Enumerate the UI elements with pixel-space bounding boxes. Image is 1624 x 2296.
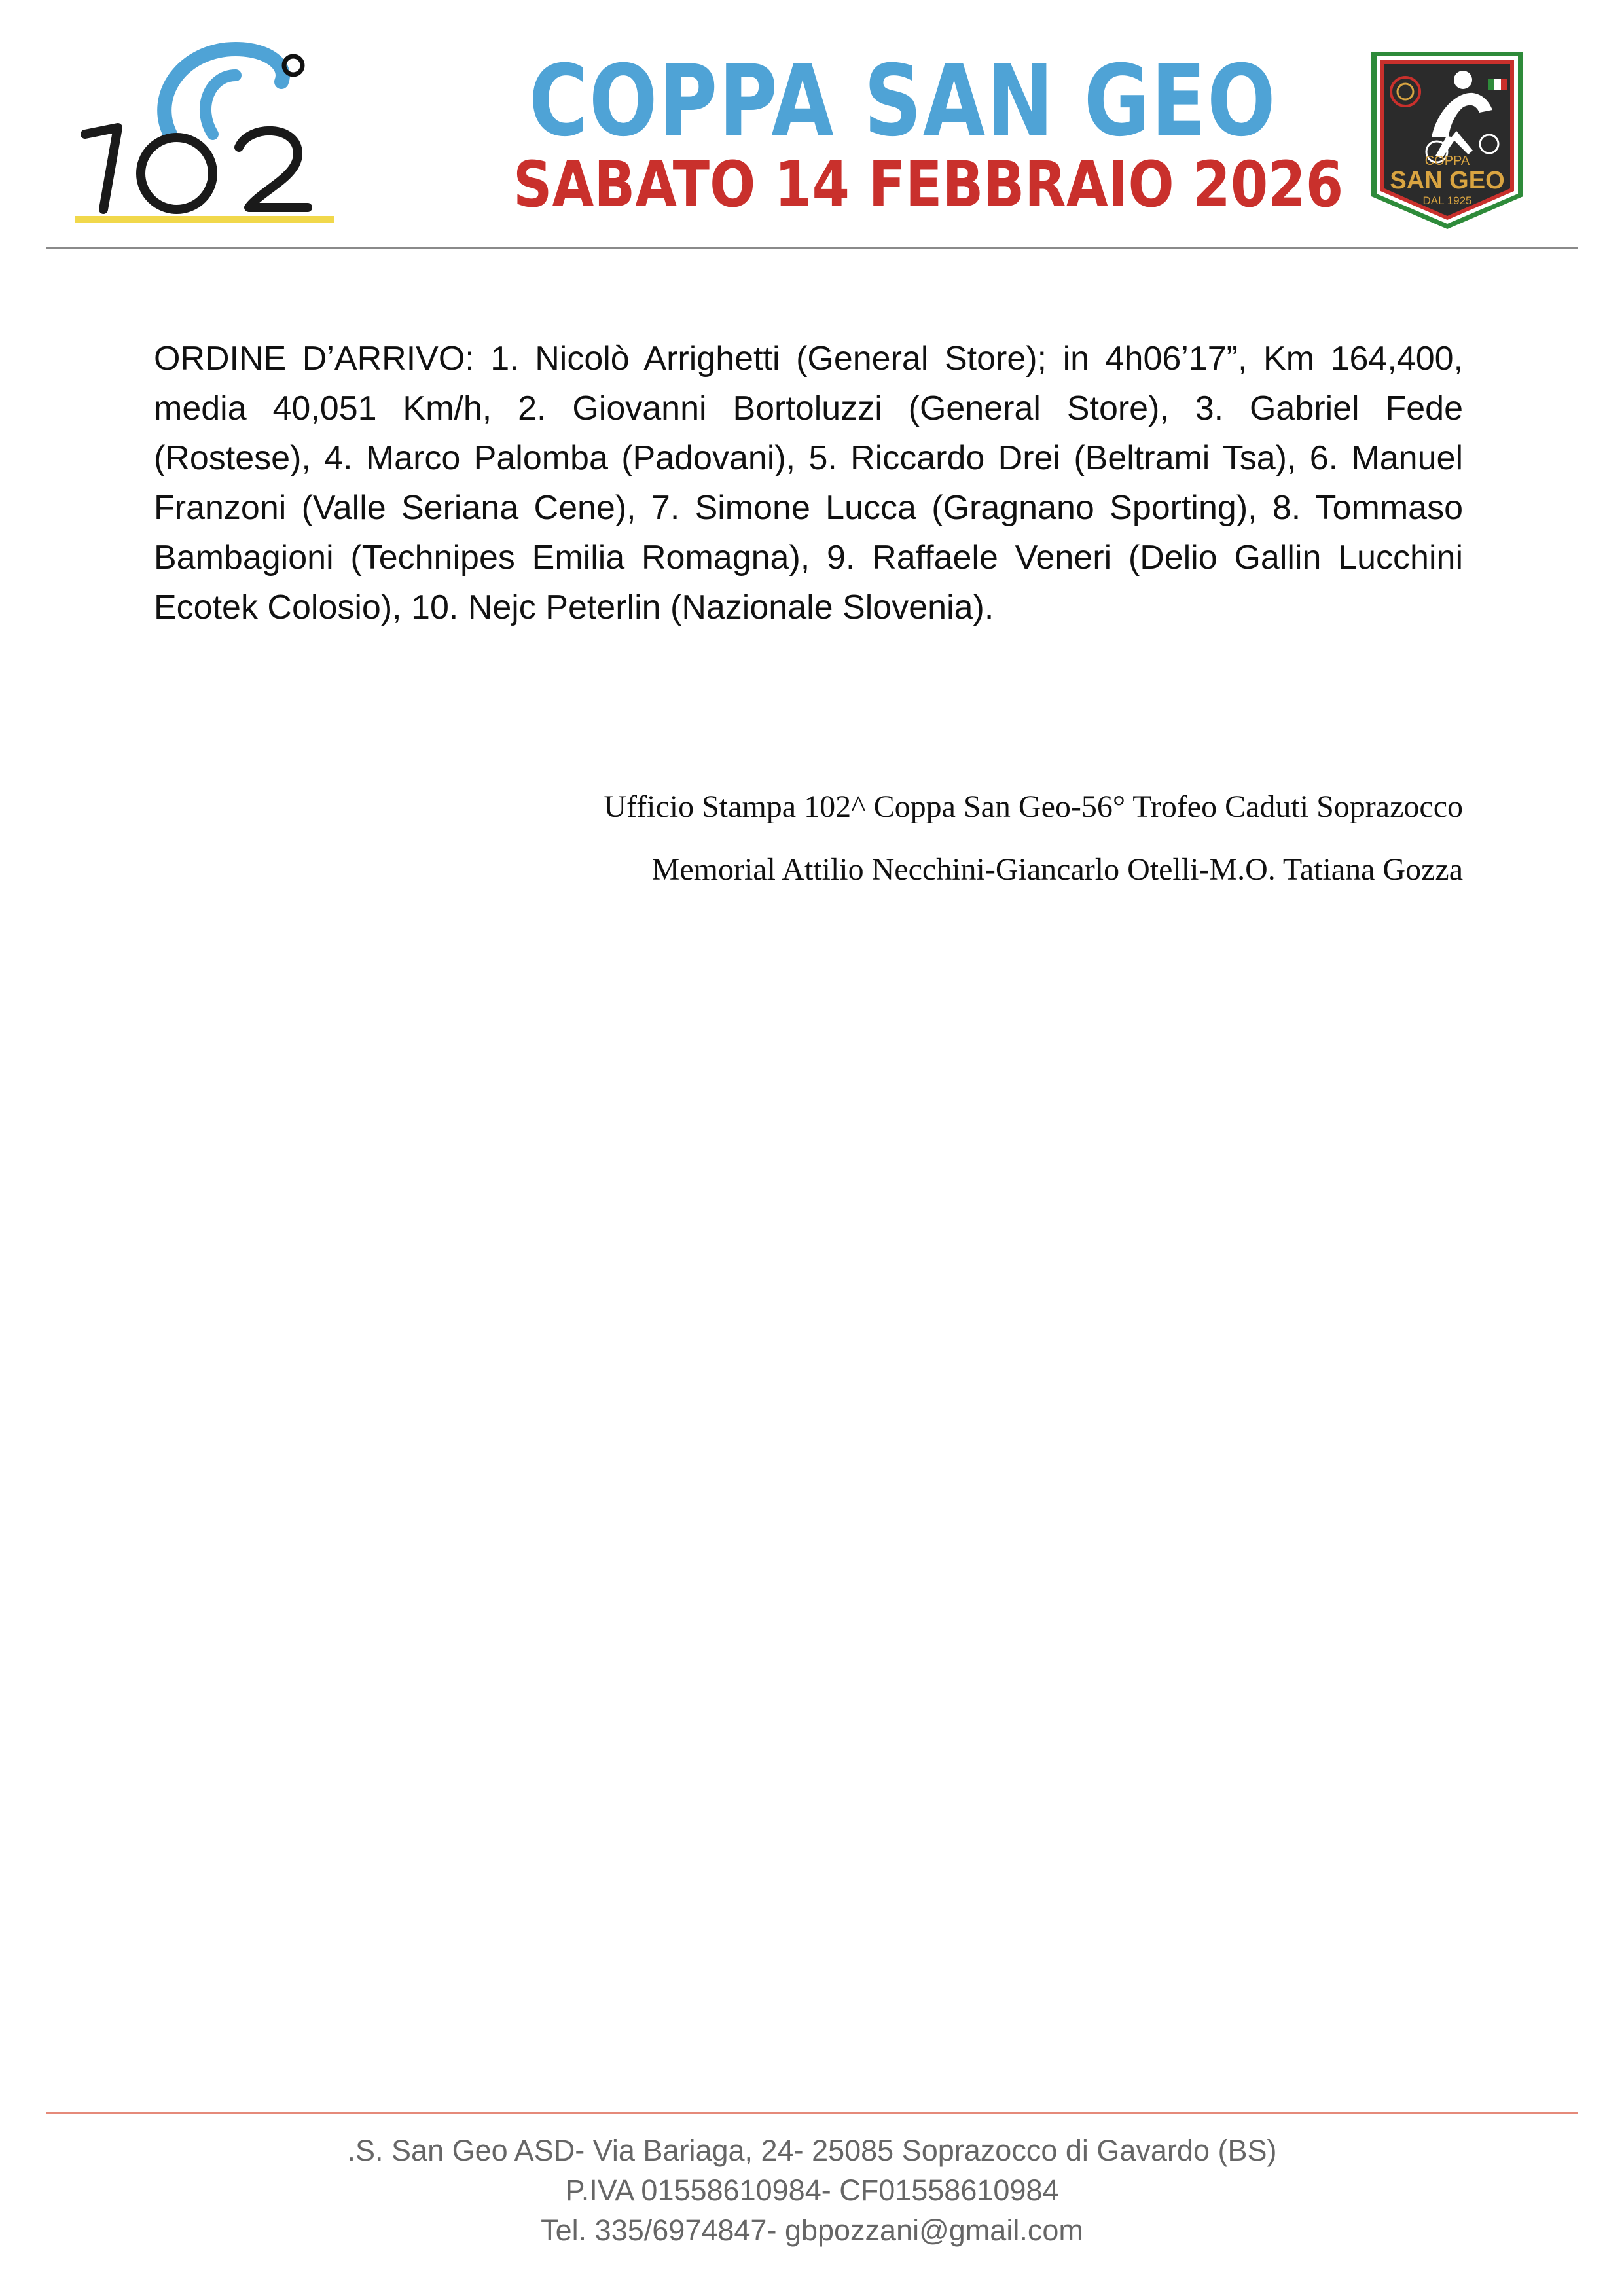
footer-address: .S. San Geo ASD- Via Bariaga, 24- 25085 Soprazocco di Gavardo (BS) xyxy=(347,2134,1277,2167)
logo-102 xyxy=(72,36,340,226)
footer-vat: P.IVA 01558610984- CF01558610984 xyxy=(565,2174,1059,2207)
title-block xyxy=(458,45,1344,221)
press-office-signature xyxy=(416,776,1463,901)
badge-since-text: DAL 1925 xyxy=(1422,194,1472,207)
badge-top-text: COPPA xyxy=(1424,154,1470,168)
footer-contact: Tel. 335/6974847- gbpozzani@gmail.com xyxy=(541,2214,1083,2247)
footer xyxy=(0,2130,1624,2250)
arrival-order-paragraph: ORDINE D’ARRIVO: 1. Nicolò Arrighetti (General Store); in 4h06’17”, Km 164,400, media 40,051 Km/h, 2. Giovanni Bortoluzzi (General Store), 3. Gabriel Fede (Rostese), 4. Marco Palomba (Padovani), 5. Riccardo Drei (Beltrami Tsa), 6. Manuel Franzoni (Valle Seriana Cene), 7. Simone Lucca (Gragnano Sporting), 8. Tommaso Bambagioni (Technipes Emilia Romagna), 9. Raffaele Veneri (Delio Gallin Lucchini Ecotek Colosio), 10. Nejc Peterlin (Nazionale Slovenia). xyxy=(154,340,1463,626)
header-divider xyxy=(46,247,1578,249)
coppa-san-geo-badge xyxy=(1358,39,1536,236)
event-date: SABATO 14 FEBBRAIO 2026 xyxy=(513,148,1344,221)
press-office-line-2: Memorial Attilio Necchini-Giancarlo Otelli-M.O. Tatiana Gozza xyxy=(651,852,1463,887)
logo-102-text: 102 xyxy=(72,36,73,37)
badge-main-text: SAN GEO xyxy=(1390,167,1505,194)
footer-divider xyxy=(46,2112,1578,2114)
letterhead xyxy=(0,0,1624,249)
press-office-line-1: Ufficio Stampa 102^ Coppa San Geo-56° Trofeo Caduti Soprazocco xyxy=(604,789,1463,824)
page-title: COPPA SAN GEO xyxy=(529,45,1277,158)
